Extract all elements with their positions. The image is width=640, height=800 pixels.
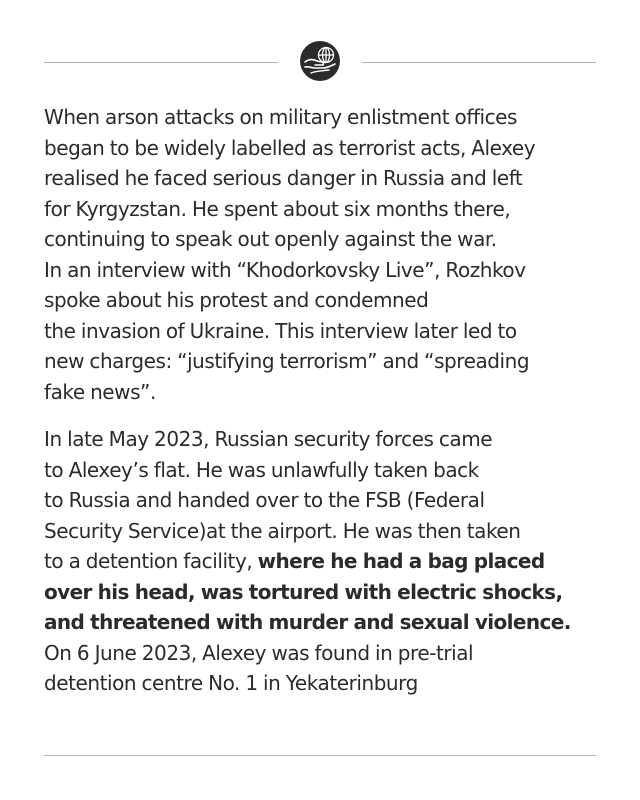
text-line: for Kyrgyzstan. He spent about six months there, bbox=[44, 196, 511, 221]
text-line: In late May 2023, Russian security forces came bbox=[44, 427, 493, 451]
text-line: realised he faced serious danger in Russia and left bbox=[44, 166, 523, 190]
header-divider-left bbox=[44, 62, 278, 63]
text-line: to a detention facility, bbox=[44, 549, 258, 573]
text-line: to Alexey’s flat. He was unlawfully taken back bbox=[44, 457, 479, 482]
text-line: continuing to speak out openly against the war. bbox=[44, 227, 497, 251]
text-line: fake news”. bbox=[44, 379, 156, 404]
paragraph-2 bbox=[44, 424, 604, 699]
hands-globe-icon bbox=[299, 40, 341, 82]
text-line: the invasion of Ukraine. This interview later led to bbox=[44, 318, 517, 343]
footer-divider bbox=[44, 755, 596, 756]
emphasis-text: where he had a bag placed bbox=[257, 549, 545, 573]
header-divider-right bbox=[362, 62, 596, 63]
text-line: began to be widely labelled as terrorist acts, Alexey bbox=[44, 135, 536, 160]
article-body bbox=[44, 102, 604, 699]
paragraph-1 bbox=[44, 102, 604, 407]
text-line: Security Service)at the airport. He was then taken bbox=[44, 518, 521, 543]
text-line: When arson attacks on military enlistment offices bbox=[44, 105, 518, 129]
emphasis-text: over his head, was tortured with electric shocks, bbox=[44, 579, 563, 604]
text-line: to Russia and handed over to the FSB (Federal bbox=[44, 488, 485, 512]
page-header bbox=[44, 40, 596, 84]
emphasis-text: and threatened with murder and sexual violence. bbox=[44, 610, 571, 634]
text-line: In an interview with “Khodorkovsky Live”, Rozhkov bbox=[44, 257, 526, 282]
text-line: On 6 June 2023, Alexey was found in pre-trial bbox=[44, 640, 474, 665]
text-line: spoke about his protest and condemned bbox=[44, 288, 429, 312]
text-line: new charges: “justifying terrorism” and “spreading bbox=[44, 349, 530, 373]
text-line: detention centre No. 1 in Yekaterinburg bbox=[44, 671, 418, 695]
